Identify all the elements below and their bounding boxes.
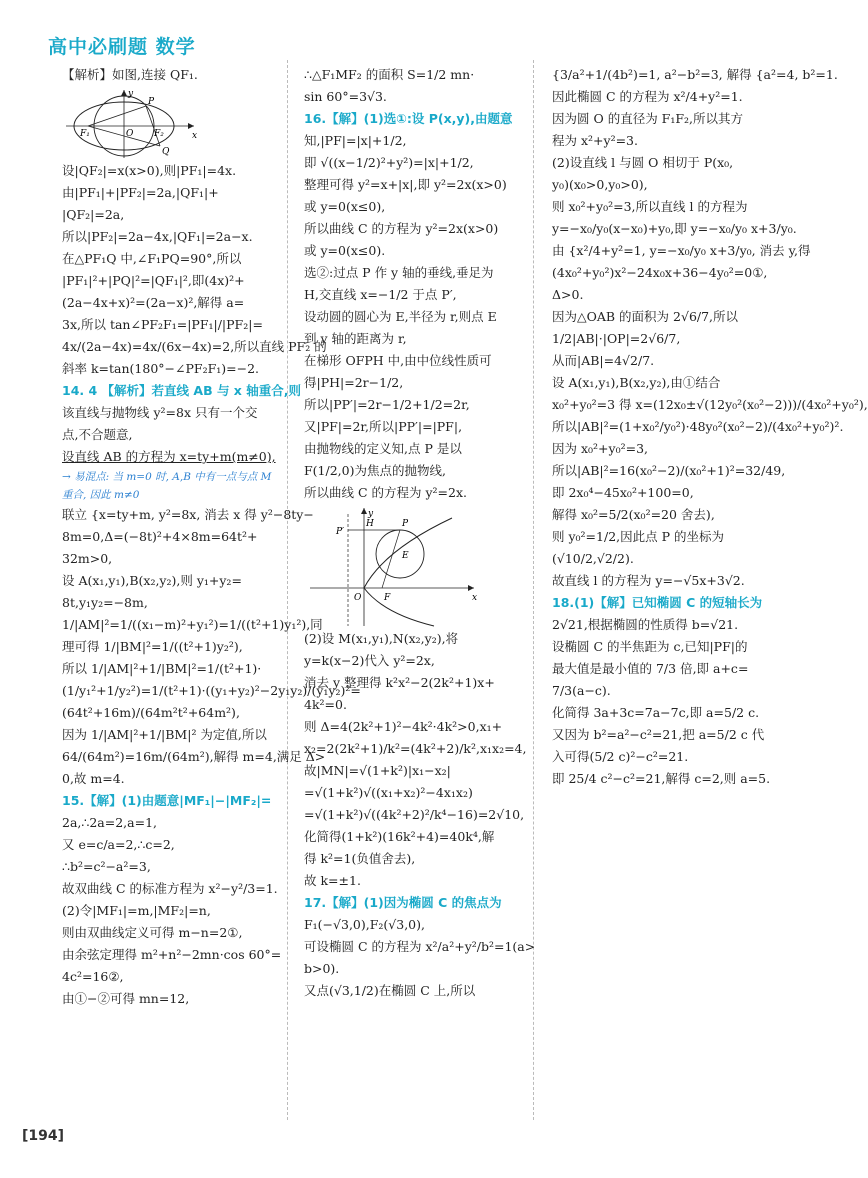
text-line: (4x₀²+y₀²)x²−24x₀x+36−4y₀²=0①, xyxy=(552,265,768,280)
text-line: 入可得(5/2 c)²−c²=21. xyxy=(552,749,689,764)
text-line: 1/2|AB|·|OP|=2√6/7, xyxy=(552,331,681,346)
text-line: 化简得 3a+3c=7a−7c,即 a=5/2 c. xyxy=(552,705,760,720)
fig2-o-label: O xyxy=(354,593,362,603)
text-line: 又 e=c/a=2,∴c=2, xyxy=(62,837,175,852)
text-line: 得 k²=1(负值舍去), xyxy=(304,851,416,866)
text-line: 即 √((x−1/2)²+y²)=|x|+1/2, xyxy=(304,155,474,170)
text-line: 即 25/4 c²−c²=21,解得 c=2,则 a=5. xyxy=(552,771,771,786)
text-line: 得|PH|=2r−1/2, xyxy=(304,375,404,390)
text-line: 则 y₀²=1/2,因此点 P 的坐标为 xyxy=(552,529,724,544)
text-line: sin 60°=3√3. xyxy=(304,89,387,104)
text-line: y₀)(x₀>0,y₀>0), xyxy=(552,177,648,192)
text-line: 可设椭圆 C 的方程为 x²/a²+y²/b²=1(a> xyxy=(304,939,536,954)
text-line: 知,|PF|=|x|+1/2, xyxy=(304,133,407,148)
text-line: 由余弦定理得 m²+n²−2mn·cos 60°= xyxy=(62,947,282,962)
fig1-o-label: O xyxy=(126,129,134,139)
text-line: 所以|PF₂|=2a−4x,|QF₁|=2a−x. xyxy=(62,229,253,244)
fig2-p-label: P xyxy=(402,519,409,529)
text-line: 故|MN|=√(1+k²)|x₁−x₂| xyxy=(304,763,451,778)
problem-16-heading: 16.【解】(1)选①:设 P(x,y),由题意 xyxy=(304,111,513,126)
text-line: 64/(64m²)=16m/(64m²),解得 m=4,满足 Δ> xyxy=(62,749,326,764)
text-line: 在△PF₁Q 中,∠F₁PQ=90°,所以 xyxy=(62,251,242,266)
text-line: 在梯形 OFPH 中,由中位线性质可 xyxy=(304,353,492,368)
text-line: 则 x₀²+y₀²=3,所以直线 l 的方程为 xyxy=(552,199,748,214)
text-line: 因为圆 O 的直径为 F₁F₂,所以其方 xyxy=(552,111,744,126)
text-line: 由抛物线的定义知,点 P 是以 xyxy=(304,441,462,456)
text-line: 【解析】如图,连接 QF₁. xyxy=(62,67,198,82)
text-line: (2a−4x+x)²=(2a−x)²,解得 a= xyxy=(62,295,245,310)
text-line: 从而|AB|=4√2/7. xyxy=(552,353,655,368)
text-line: ∴△F₁MF₂ 的面积 S=1/2 mn· xyxy=(304,67,475,82)
fig2-y-label: y xyxy=(368,509,374,519)
text-line: 理可得 1/|BM|²=1/((t²+1)y₂²), xyxy=(62,639,243,654)
fig1-f2-label: F₂ xyxy=(154,129,164,139)
problem-15-heading: 15.【解】(1)由题意|MF₁|−|MF₂|= xyxy=(62,793,272,808)
text-line: =√(1+k²)√((4k²+2)²/k⁴−16)=2√10, xyxy=(304,807,525,822)
text-line: 联立 {x=ty+m, y²=8x, 消去 x 得 y²−8ty− xyxy=(62,507,314,522)
text-line: 4k²=0. xyxy=(304,697,347,712)
text-line: 解得 x₀²=5/2(x₀²=20 舍去), xyxy=(552,507,715,522)
middle-column xyxy=(304,64,536,1002)
text-line: 点,不合题意, xyxy=(62,427,133,442)
text-line: 又|PF|=2r,所以|PP′|=|PF|, xyxy=(304,419,463,434)
fig2-f-label: F xyxy=(384,593,391,603)
text-line: 0,故 m=4. xyxy=(62,771,125,786)
text-line: 32m>0, xyxy=(62,551,113,566)
text-line: (2)设直线 l 与圆 O 相切于 P(x₀, xyxy=(552,155,734,170)
column-divider xyxy=(533,60,534,1120)
text-line: F(1/2,0)为焦点的抛物线, xyxy=(304,463,446,478)
text-line: 即 2x₀⁴−45x₀²+100=0, xyxy=(552,485,694,500)
text-line: 设 A(x₁,y₁),B(x₂,y₂),由①结合 xyxy=(552,375,721,390)
column-divider xyxy=(287,60,288,1120)
text-line: 化简得(1+k²)(16k²+4)=40k⁴,解 xyxy=(304,829,495,844)
text-line: 因为 x₀²+y₀²=3, xyxy=(552,441,649,456)
fig1-f1-label: F₁ xyxy=(80,129,90,139)
text-line: (√10/2,√2/2). xyxy=(552,551,634,566)
text-line: 故 k=±1. xyxy=(304,873,361,888)
text-line: 由①−②可得 mn=12, xyxy=(62,991,190,1006)
fig1-p-label: P xyxy=(148,97,155,107)
text-line: 消去 y 整理得 k²x²−2(2k²+1)x+ xyxy=(304,675,495,690)
page-number: [194] xyxy=(22,1128,65,1144)
text-line: 又点(√3,1/2)在椭圆 C 上,所以 xyxy=(304,983,476,998)
right-column xyxy=(552,64,868,790)
fig2-h-label: H xyxy=(366,519,374,529)
text-line: 1/|AM|²=1/((x₁−m)²+y₁²)=1/((t²+1)y₁²),同 xyxy=(62,617,323,632)
text-line: x₀²+y₀²=3 得 x=(12x₀±√(12y₀²(x₀²−2)))/(4x₀²+y₀²), xyxy=(552,397,868,412)
text-line: =√(1+k²)√((x₁+x₂)²−4x₁x₂) xyxy=(304,785,473,800)
text-line: y=k(x−2)代入 y²=2x, xyxy=(304,653,435,668)
text-line: 最大值是最小值的 7/3 倍,即 a+c= xyxy=(552,661,749,676)
text-line: 选②:过点 P 作 y 轴的垂线,垂足为 xyxy=(304,265,494,280)
text-line: 到 y 轴的距离为 r, xyxy=(304,331,407,346)
text-line: (64t²+16m)/(64m²t²+64m²), xyxy=(62,705,240,720)
text-line: 设 A(x₁,y₁),B(x₂,y₂),则 y₁+y₂= xyxy=(62,573,242,588)
text-line: 斜率 k=tan(180°−∠PF₂F₁)=−2. xyxy=(62,361,260,376)
page-title: 高中必刷题 数学 xyxy=(48,36,196,58)
fig2-x-label: x xyxy=(472,593,478,603)
problem-14-heading: 14. 4 【解析】若直线 AB 与 x 轴重合,则 xyxy=(62,383,301,398)
text-line: 所以|AB|²=16(x₀²−2)/(x₀²+1)²=32/49, xyxy=(552,463,786,478)
text-line: 8m=0,Δ=(−8t)²+4×8m=64t²+ xyxy=(62,529,258,544)
text-line: 又因为 b²=a²−c²=21,把 a=5/2 c 代 xyxy=(552,727,765,742)
text-line: 设|QF₂|=x(x>0),则|PF₁|=4x. xyxy=(62,163,237,178)
fig1-q-label: Q xyxy=(162,147,170,157)
text-line: 所以|AB|²=(1+x₀²/y₀²)·48y₀²(x₀²−2)/(4x₀²+y₀²)². xyxy=(552,419,844,434)
text-line: 程为 x²+y²=3. xyxy=(552,133,638,148)
parabola-figure xyxy=(304,504,484,628)
text-line: (2)设 M(x₁,y₁),N(x₂,y₂),将 xyxy=(304,631,459,646)
problem-17-heading: 17.【解】(1)因为椭圆 C 的焦点为 xyxy=(304,895,502,910)
text-line: 因为△OAB 的面积为 2√6/7,所以 xyxy=(552,309,739,324)
text-line: 4c²=16②, xyxy=(62,969,124,984)
text-line: 则 Δ=4(2k²+1)²−4k²·4k²>0,x₁+ xyxy=(304,719,503,734)
text-line: 所以曲线 C 的方程为 y²=2x(x>0) xyxy=(304,221,499,236)
text-line: |QF₂|=2a, xyxy=(62,207,125,222)
text-line: 所以 1/|AM|²+1/|BM|²=1/(t²+1)· xyxy=(62,661,262,676)
text-line: 由|PF₁|+|PF₂|=2a,|QF₁|+ xyxy=(62,185,219,200)
text-line: 设直线 AB 的方程为 x=ty+m(m≠0), xyxy=(62,449,276,464)
text-line: 故直线 l 的方程为 y=−√5x+3√2. xyxy=(552,573,745,588)
text-line: 7/3(a−c). xyxy=(552,683,611,698)
text-line: |PF₁|²+|PQ|²=|QF₁|²,即(4x)²+ xyxy=(62,273,245,288)
handwritten-note: → 易混点: 当 m=0 时, A,B 中有一点与点 M 重合, 因此 m≠0 xyxy=(62,471,272,501)
text-line: 设动圆的圆心为 E,半径为 r,则点 E xyxy=(304,309,497,324)
text-line: 所以|PP′|=2r−1/2+1/2=2r, xyxy=(304,397,470,412)
fig2-p-prime-label: P′ xyxy=(336,527,345,537)
text-line: {3/a²+1/(4b²)=1, a²−b²=3, 解得 {a²=4, b²=1. xyxy=(552,67,838,82)
text-line: ∴b²=c²−a²=3, xyxy=(62,859,151,874)
text-line: 3x,所以 tan∠PF₂F₁=|PF₁|/|PF₂|= xyxy=(62,317,263,332)
text-line: (1/y₁²+1/y₂²)=1/(t²+1)·((y₁+y₂)²−2y₁y₂)/(y₁y₂)²= xyxy=(62,683,361,698)
text-line: H,交直线 x=−1/2 于点 P′, xyxy=(304,287,457,302)
text-line: 8t,y₁y₂=−8m, xyxy=(62,595,148,610)
text-line: 因此椭圆 C 的方程为 x²/4+y²=1. xyxy=(552,89,743,104)
text-line: 或 y=0(x≤0), xyxy=(304,199,386,214)
text-line: 设椭圆 C 的半焦距为 c,已知|PF|的 xyxy=(552,639,748,654)
text-line: 所以曲线 C 的方程为 y²=2x. xyxy=(304,485,468,500)
text-line: 由 {x²/4+y²=1, y=−x₀/y₀ x+3/y₀, 消去 y,得 xyxy=(552,243,811,258)
text-line: 该直线与抛物线 y²=8x 只有一个交 xyxy=(62,405,258,420)
text-line: 4x/(2a−4x)=4x/(6x−4x)=2,所以直线 PF₂ 的 xyxy=(62,339,327,354)
text-line: F₁(−√3,0),F₂(√3,0), xyxy=(304,917,425,932)
text-line: Δ>0. xyxy=(552,287,584,302)
text-line: b>0). xyxy=(304,961,340,976)
ellipse-figure xyxy=(62,86,202,160)
text-line: (2)令|MF₁|=m,|MF₂|=n, xyxy=(62,903,211,918)
text-line: 2a,∴2a=2,a=1, xyxy=(62,815,157,830)
text-line: y=−x₀/y₀(x−x₀)+y₀,即 y=−x₀/y₀ x+3/y₀. xyxy=(552,221,797,236)
text-line: x₂=2(2k²+1)/k²=(4k²+2)/k²,x₁x₂=4, xyxy=(304,741,527,756)
text-line: 或 y=0(x≤0). xyxy=(304,243,386,258)
text-line: 因为 1/|AM|²+1/|BM|² 为定值,所以 xyxy=(62,727,267,742)
fig1-x-label: x xyxy=(192,131,198,141)
problem-18-heading: 18.(1)【解】已知椭圆 C 的短轴长为 xyxy=(552,595,763,610)
text-line: 则由双曲线定义可得 m−n=2①, xyxy=(62,925,243,940)
text-line: 整理可得 y²=x+|x|,即 y²=2x(x>0) xyxy=(304,177,507,192)
text-line: 故双曲线 C 的标准方程为 x²−y²/3=1. xyxy=(62,881,278,896)
text-line: 2√21,根据椭圆的性质得 b=√21. xyxy=(552,617,739,632)
fig2-e-label: E xyxy=(402,551,409,561)
fig1-y-label: y xyxy=(128,89,134,99)
